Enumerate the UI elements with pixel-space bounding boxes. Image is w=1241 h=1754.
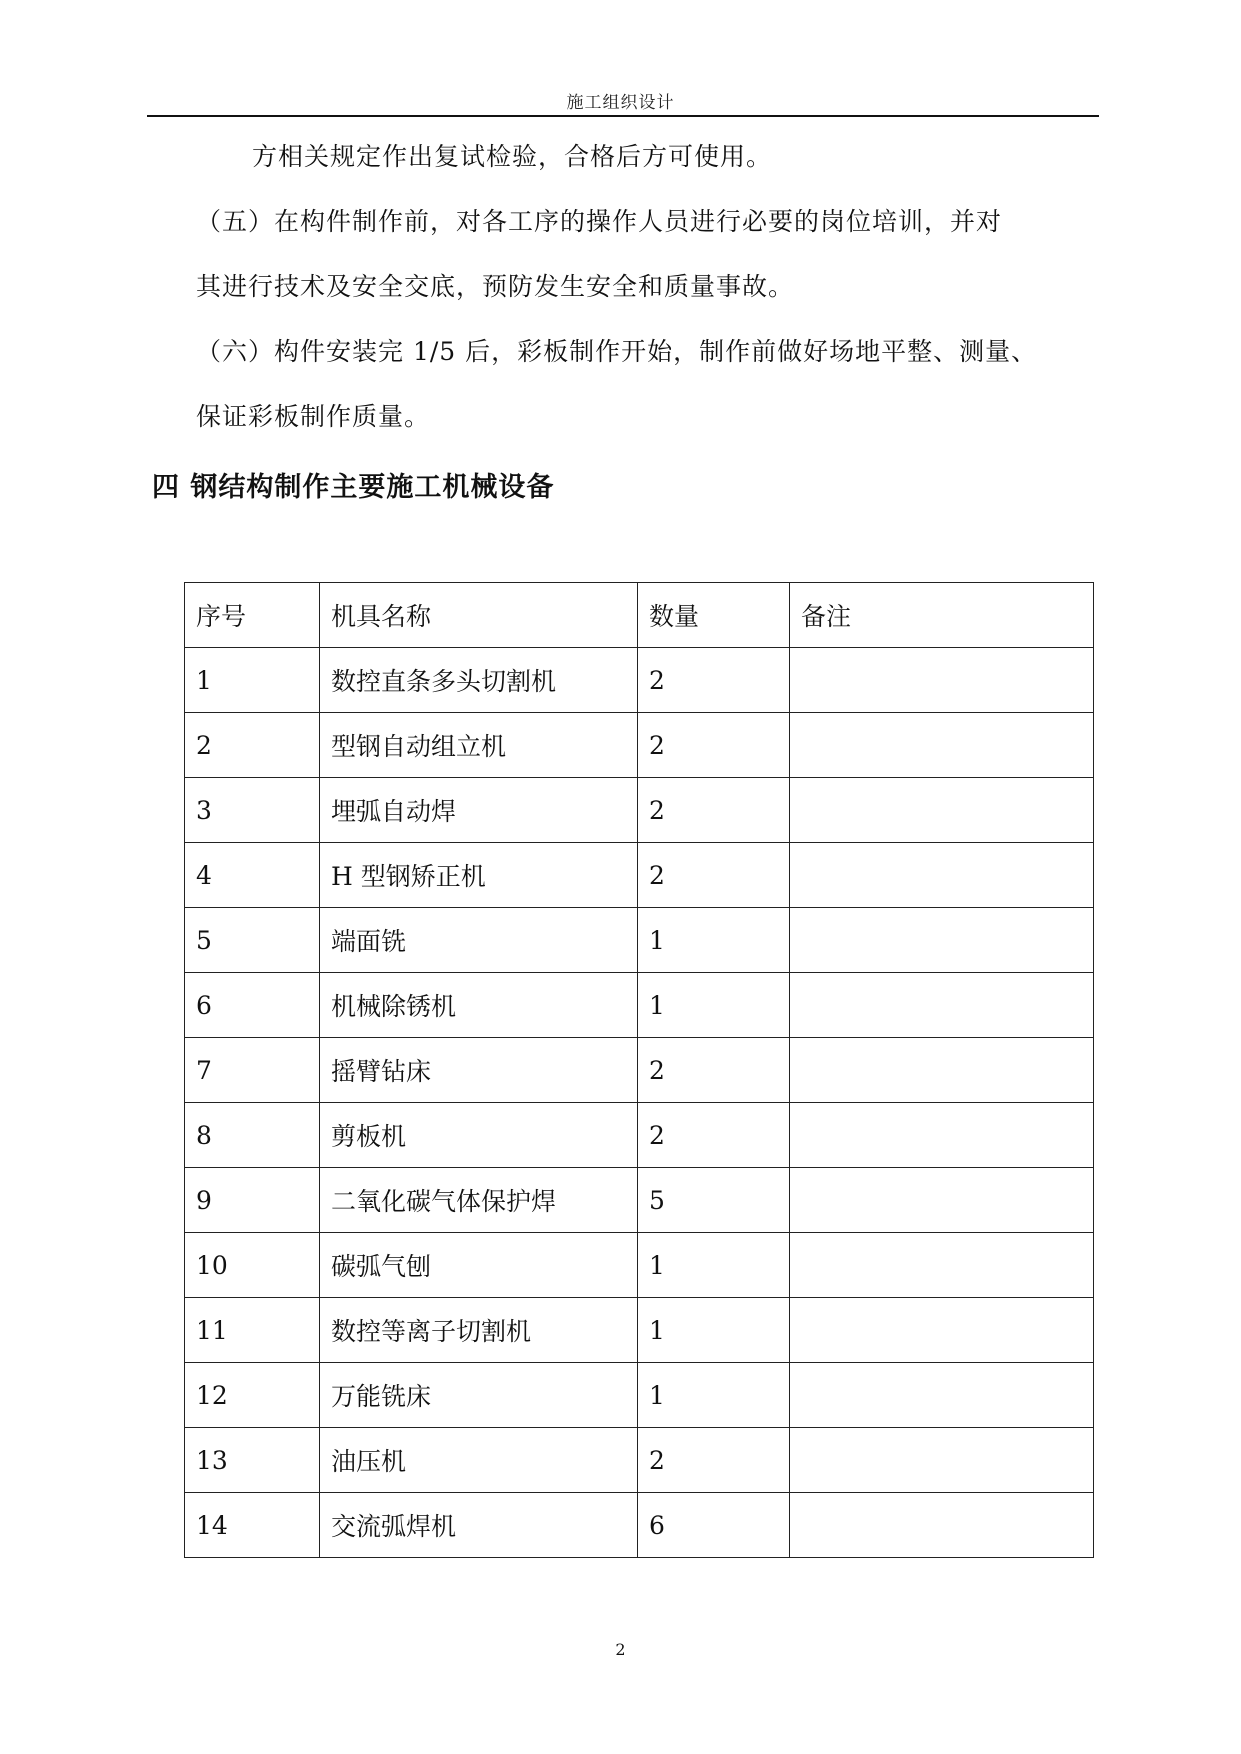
cell-quantity: 2 (638, 1038, 790, 1103)
cell-index: 9 (185, 1168, 320, 1233)
cell-quantity: 2 (638, 713, 790, 778)
table-row (185, 973, 1094, 1038)
cell-index: 11 (185, 1298, 320, 1363)
cell-remarks (790, 1168, 1094, 1233)
cell-remarks (790, 1428, 1094, 1493)
section-heading: 四 钢结构制作主要施工机械设备 (152, 472, 555, 503)
cell-index: 5 (185, 908, 320, 973)
cell-quantity: 2 (638, 648, 790, 713)
cell-name: 万能铣床 (320, 1363, 638, 1428)
header-cell-remarks: 备注 (790, 583, 1094, 648)
table-row (185, 1493, 1094, 1558)
table-row (185, 843, 1094, 908)
table-row (185, 1428, 1094, 1493)
cell-quantity: 6 (638, 1493, 790, 1558)
cell-remarks (790, 843, 1094, 908)
cell-name: 端面铣 (320, 908, 638, 973)
cell-name: 碳弧气刨 (320, 1233, 638, 1298)
cell-remarks (790, 778, 1094, 843)
cell-remarks (790, 1038, 1094, 1103)
cell-remarks (790, 1493, 1094, 1558)
cell-quantity: 5 (638, 1168, 790, 1233)
table-row (185, 778, 1094, 843)
running-header: 施工组织设计 (566, 93, 675, 113)
table-header-row (185, 583, 1094, 648)
cell-quantity: 1 (638, 1298, 790, 1363)
cell-remarks (790, 1233, 1094, 1298)
paragraph-line-2: （五）在构件制作前，对各工序的操作人员进行必要的岗位培训，并对 (196, 207, 1003, 236)
header-cell-quantity: 数量 (638, 583, 790, 648)
cell-quantity: 2 (638, 843, 790, 908)
cell-quantity: 1 (638, 1233, 790, 1298)
cell-index: 2 (185, 713, 320, 778)
cell-index: 10 (185, 1233, 320, 1298)
cell-remarks (790, 648, 1094, 713)
cell-name: 摇臂钻床 (320, 1038, 638, 1103)
cell-name: 数控等离子切割机 (320, 1298, 638, 1363)
paragraph-line-3: 其进行技术及安全交底，预防发生安全和质量事故。 (196, 272, 795, 301)
table-row (185, 1298, 1094, 1363)
header-cell-index: 序号 (185, 583, 320, 648)
cell-index: 1 (185, 648, 320, 713)
cell-quantity: 2 (638, 778, 790, 843)
cell-name: 二氧化碳气体保护焊 (320, 1168, 638, 1233)
cell-name: H 型钢矫正机 (320, 843, 638, 908)
cell-remarks (790, 1363, 1094, 1428)
cell-remarks (790, 1103, 1094, 1168)
paragraph-line-1: 方相关规定作出复试检验，合格后方可使用。 (252, 142, 773, 171)
cell-quantity: 1 (638, 908, 790, 973)
cell-name: 油压机 (320, 1428, 638, 1493)
cell-quantity: 1 (638, 973, 790, 1038)
cell-index: 12 (185, 1363, 320, 1428)
cell-index: 13 (185, 1428, 320, 1493)
cell-index: 8 (185, 1103, 320, 1168)
header-cell-name: 机具名称 (320, 583, 638, 648)
table-row (185, 1103, 1094, 1168)
paragraph-line-5: 保证彩板制作质量。 (196, 402, 431, 431)
cell-remarks (790, 973, 1094, 1038)
table-row (185, 1168, 1094, 1233)
cell-quantity: 2 (638, 1428, 790, 1493)
cell-index: 7 (185, 1038, 320, 1103)
table-row (185, 648, 1094, 713)
cell-name: 型钢自动组立机 (320, 713, 638, 778)
cell-quantity: 2 (638, 1103, 790, 1168)
cell-index: 6 (185, 973, 320, 1038)
table-row (185, 713, 1094, 778)
cell-quantity: 1 (638, 1363, 790, 1428)
paragraph-line-4: （六）构件安装完 1/5 后，彩板制作开始，制作前做好场地平整、测量、 (196, 337, 1038, 366)
cell-remarks (790, 713, 1094, 778)
header-divider (147, 115, 1099, 117)
cell-remarks (790, 1298, 1094, 1363)
table-row (185, 908, 1094, 973)
cell-name: 数控直条多头切割机 (320, 648, 638, 713)
cell-remarks (790, 908, 1094, 973)
cell-name: 剪板机 (320, 1103, 638, 1168)
cell-index: 14 (185, 1493, 320, 1558)
table-row (185, 1038, 1094, 1103)
table-row (185, 1363, 1094, 1428)
page-number: 2 (615, 1640, 626, 1659)
equipment-table (184, 582, 1094, 1558)
cell-name: 机械除锈机 (320, 973, 638, 1038)
cell-name: 埋弧自动焊 (320, 778, 638, 843)
table-row (185, 1233, 1094, 1298)
cell-name: 交流弧焊机 (320, 1493, 638, 1558)
cell-index: 4 (185, 843, 320, 908)
cell-index: 3 (185, 778, 320, 843)
